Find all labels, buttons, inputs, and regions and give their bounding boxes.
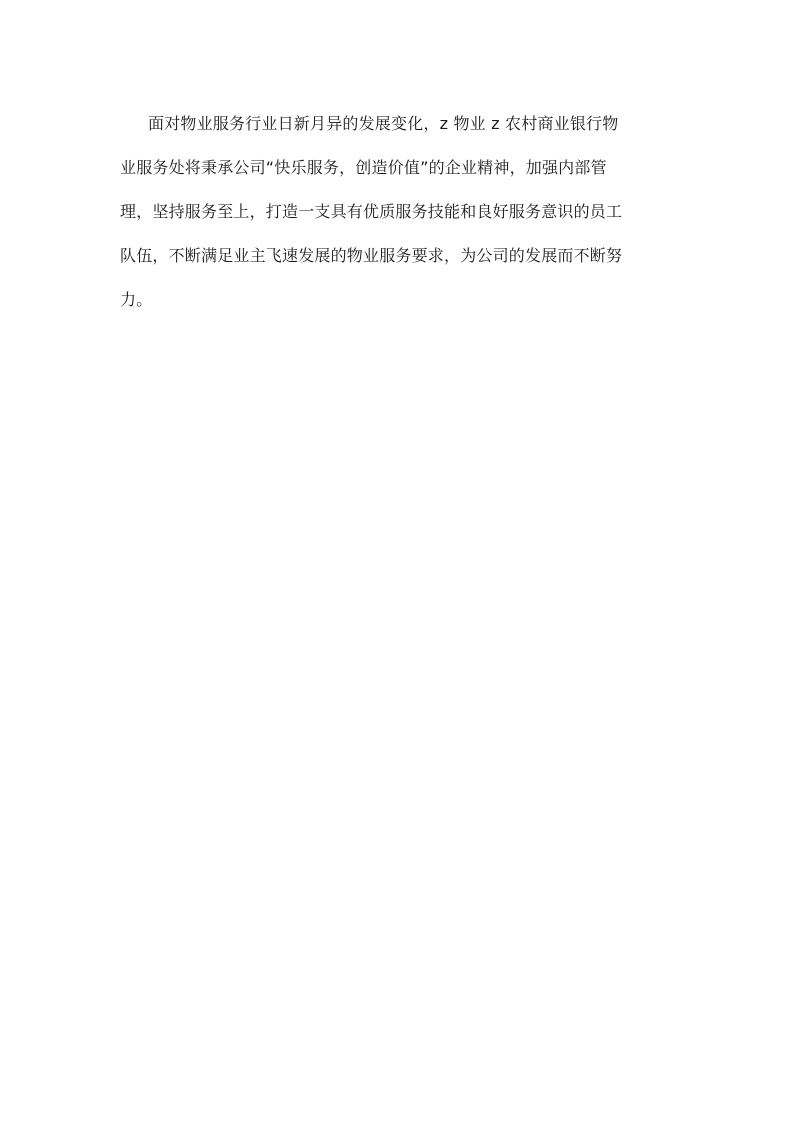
paragraph-line: 业服务处将秉承公司“快乐服务，创造价值”的企业精神，加强内部管 [120,158,607,177]
paragraph-line: 队伍，不断满足业主飞速发展的物业服务要求，为公司的发展而不断努 [120,246,623,265]
paragraph-line: 理，坚持服务至上，打造一支具有优质服务技能和良好服务意识的员工 [120,202,623,221]
body-text [120,102,682,322]
paragraph-line: 力。 [120,290,153,309]
paragraph-line: 面对物业服务行业日新月异的发展变化，z 物业 z 农村商业银行物 [148,114,619,133]
paragraph [120,102,682,322]
